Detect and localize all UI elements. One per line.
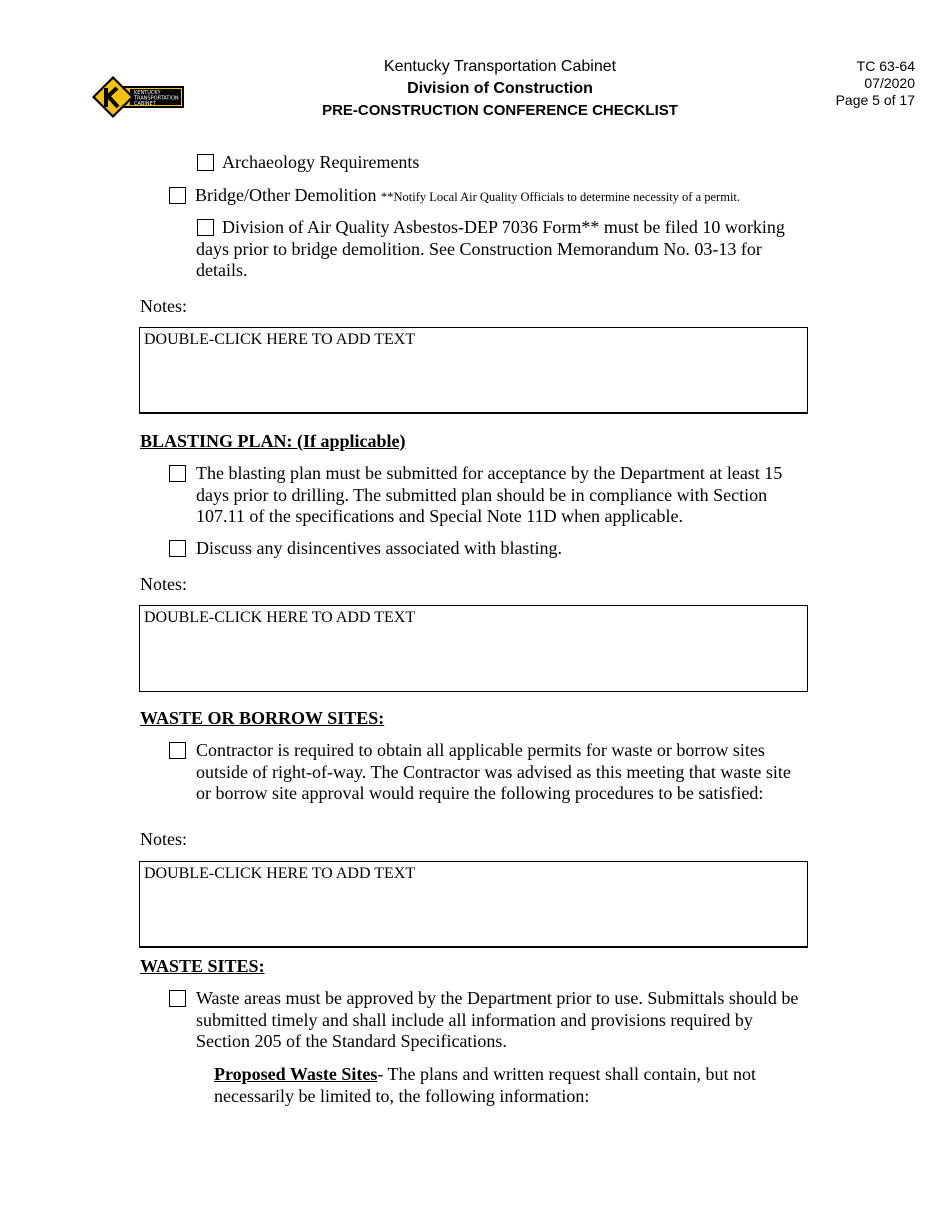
archaeology-checkbox[interactable] (197, 154, 214, 171)
blasting-plan-label: The blasting plan must be submitted for acceptance by the Department at least 15 days prior to drilling. The submitted plan should be in compliance with Section 107.11 of the specifications and Special Note 11D when applicable. (196, 463, 783, 526)
notes-label-1: Notes: (140, 296, 187, 316)
archaeology-label: Archaeology Requirements (222, 152, 420, 172)
bridge-demolition-note: **Notify Local Air Quality Officials to determine necessity of a permit. (380, 190, 741, 204)
kytc-logo-icon (90, 74, 186, 120)
form-number: TC 63-64 (856, 58, 915, 74)
notes-label-3: Notes: (140, 829, 187, 849)
org-name: Kentucky Transportation Cabinet (383, 58, 617, 75)
bridge-demolition-line (195, 185, 740, 209)
form-info (836, 58, 915, 109)
waste-areas-label: Waste areas must be approved by the Department prior to use. Submittals should be submitted timely and shall include all information and provisions required by Section 205 of the Standard Specifications. (196, 988, 799, 1051)
document-header (250, 56, 750, 122)
notes-textbox-2[interactable]: DOUBLE-CLICK HERE TO ADD TEXT (139, 605, 808, 692)
page-number: Page 5 of 17 (835, 92, 915, 108)
notes-textbox-1[interactable]: DOUBLE-CLICK HERE TO ADD TEXT (139, 327, 808, 414)
blasting-plan-checkbox[interactable] (169, 465, 186, 482)
proposed-waste-sites-paragraph (214, 1064, 804, 1107)
form-date: 07/2020 (864, 75, 915, 91)
waste-borrow-permits-checkbox[interactable] (169, 742, 186, 759)
waste-areas-checkbox[interactable] (169, 990, 186, 1007)
bridge-demolition-checkbox[interactable] (169, 187, 186, 204)
notes-label-2: Notes: (140, 574, 187, 594)
kytc-logo (90, 74, 186, 120)
waste-borrow-permits-label: Contractor is required to obtain all applicable permits for waste or borrow sites outside of right-of-way. The Contractor was advised as this meeting that waste site or borrow site approval would require the following procedures to be satisfied: (196, 740, 791, 803)
waste-borrow-heading: WASTE OR BORROW SITES: (140, 708, 385, 728)
blasting-disincentives-label: Discuss any disincentives associated with blasting. (196, 538, 562, 558)
proposed-waste-sites-title: Proposed Waste Sites (214, 1064, 378, 1084)
proposed-waste-sites-text: - The plans and written request shall contain, but not necessarily be limited to, the following information: (214, 1064, 756, 1106)
logo-text-3: CABINET (134, 101, 156, 107)
document-title: PRE-CONSTRUCTION CONFERENCE CHECKLIST (322, 102, 678, 119)
division-name: Division of Construction (407, 80, 593, 97)
logo-text-2: TRANSPORTATION (134, 95, 179, 102)
bridge-demolition-label: Bridge/Other Demolition (195, 185, 377, 205)
waste-sites-heading: WASTE SITES: (140, 956, 265, 976)
notes-textbox-3[interactable]: DOUBLE-CLICK HERE TO ADD TEXT (139, 861, 808, 948)
asbestos-label: Division of Air Quality Asbestos-DEP 7036 Form** must be filed 10 working days prior to bridge demolition. See Construction Memorandum No. 03-13 for details. (196, 217, 785, 280)
logo-text-1: KENTUCKY (134, 90, 161, 96)
blasting-heading: BLASTING PLAN: (If applicable) (140, 431, 406, 451)
blasting-disincentives-checkbox[interactable] (169, 540, 186, 557)
